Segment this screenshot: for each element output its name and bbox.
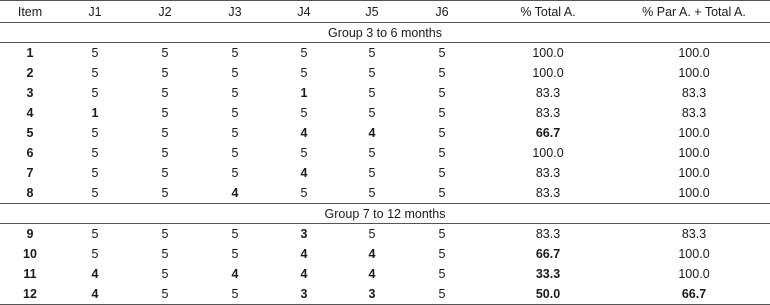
cell-j5: 5 bbox=[368, 106, 376, 120]
cell-j6: 5 bbox=[438, 267, 446, 281]
cell-j6: 5 bbox=[438, 186, 446, 200]
cell-j1: 5 bbox=[91, 186, 99, 200]
cell-item: 12 bbox=[0, 284, 60, 305]
cell-partial-total-agreement: 100.0 bbox=[678, 247, 710, 261]
cell-j1: 4 bbox=[91, 267, 99, 281]
header-j3: J3 bbox=[200, 1, 270, 23]
cell-total-agreement: 83.3 bbox=[535, 166, 561, 180]
cell-j3: 5 bbox=[231, 66, 239, 80]
cell-j4: 5 bbox=[300, 106, 308, 120]
cell-j6: 5 bbox=[438, 46, 446, 60]
cell-j3: 5 bbox=[231, 86, 239, 100]
cell-j3: 5 bbox=[231, 126, 239, 140]
cell-j2: 5 bbox=[161, 186, 169, 200]
cell-j2: 5 bbox=[161, 146, 169, 160]
cell-item: 6 bbox=[26, 146, 34, 160]
cell-partial-total-agreement: 100.0 bbox=[678, 66, 710, 80]
cell-total-agreement: 100.0 bbox=[532, 146, 564, 160]
cell-partial-total-agreement: 83.3 bbox=[681, 227, 707, 241]
table-body bbox=[0, 23, 770, 305]
header-j6: J6 bbox=[406, 1, 478, 23]
table-row bbox=[0, 143, 770, 163]
cell-j3: 4 bbox=[231, 267, 239, 281]
cell-j4: 5 bbox=[300, 66, 308, 80]
cell-j2: 5 bbox=[161, 106, 169, 120]
cell-total-agreement: 100.0 bbox=[532, 46, 564, 60]
table-row bbox=[0, 103, 770, 123]
cell-item: 1 bbox=[26, 46, 34, 60]
cell-j2: 5 bbox=[130, 284, 200, 305]
cell-j5: 4 bbox=[368, 267, 376, 281]
cell-j5: 5 bbox=[368, 227, 376, 241]
group-label: Group 7 to 12 months bbox=[0, 204, 770, 224]
cell-item: 8 bbox=[26, 186, 34, 200]
cell-j5: 5 bbox=[368, 66, 376, 80]
cell-j6: 5 bbox=[438, 106, 446, 120]
cell-j4: 1 bbox=[300, 86, 308, 100]
cell-j2: 5 bbox=[161, 227, 169, 241]
cell-partial-total-agreement: 66.7 bbox=[618, 284, 770, 305]
cell-j2: 5 bbox=[161, 66, 169, 80]
cell-j2: 5 bbox=[161, 86, 169, 100]
cell-partial-total-agreement: 100.0 bbox=[678, 146, 710, 160]
cell-j2: 5 bbox=[161, 166, 169, 180]
cell-j3: 5 bbox=[231, 46, 239, 60]
cell-j5: 5 bbox=[368, 186, 376, 200]
cell-j1: 5 bbox=[91, 46, 99, 60]
cell-partial-total-agreement: 100.0 bbox=[678, 46, 710, 60]
cell-j4: 5 bbox=[300, 46, 308, 60]
cell-j5: 5 bbox=[368, 46, 376, 60]
table-row bbox=[0, 224, 770, 245]
cell-j3: 5 bbox=[231, 106, 239, 120]
cell-j4: 4 bbox=[300, 267, 308, 281]
cell-j5: 3 bbox=[338, 284, 406, 305]
table-row bbox=[0, 123, 770, 143]
header-j5: J5 bbox=[338, 1, 406, 23]
header-item: Item bbox=[0, 1, 60, 23]
cell-total-agreement: 66.7 bbox=[535, 126, 561, 140]
cell-j1: 5 bbox=[91, 166, 99, 180]
cell-item: 2 bbox=[26, 66, 34, 80]
cell-j1: 5 bbox=[91, 146, 99, 160]
cell-partial-total-agreement: 100.0 bbox=[678, 126, 710, 140]
cell-j4: 5 bbox=[300, 146, 308, 160]
cell-j3: 5 bbox=[231, 166, 239, 180]
cell-j2: 5 bbox=[161, 247, 169, 261]
header-j2: J2 bbox=[130, 1, 200, 23]
cell-j3: 4 bbox=[231, 186, 239, 200]
cell-j4: 4 bbox=[300, 247, 308, 261]
header-partial-total-agreement: % Par A. + Total A. bbox=[618, 1, 770, 23]
header-total-agreement: % Total A. bbox=[478, 1, 618, 23]
table-row bbox=[0, 284, 770, 305]
cell-j4: 3 bbox=[300, 227, 308, 241]
cell-j6: 5 bbox=[438, 146, 446, 160]
cell-j1: 5 bbox=[91, 66, 99, 80]
cell-j6: 5 bbox=[438, 166, 446, 180]
cell-total-agreement: 100.0 bbox=[532, 66, 564, 80]
table-row bbox=[0, 43, 770, 64]
cell-item: 11 bbox=[23, 267, 37, 281]
cell-item: 9 bbox=[26, 227, 34, 241]
table-row bbox=[0, 83, 770, 103]
cell-j5: 4 bbox=[368, 247, 376, 261]
cell-j3: 5 bbox=[231, 227, 239, 241]
table-row bbox=[0, 244, 770, 264]
cell-partial-total-agreement: 100.0 bbox=[678, 267, 710, 281]
header-j1: J1 bbox=[60, 1, 130, 23]
cell-j5: 5 bbox=[368, 86, 376, 100]
cell-j1: 4 bbox=[60, 284, 130, 305]
group-header-row bbox=[0, 204, 770, 224]
cell-j6: 5 bbox=[438, 247, 446, 261]
cell-total-agreement: 33.3 bbox=[535, 267, 561, 281]
cell-j6: 5 bbox=[438, 86, 446, 100]
cell-j5: 4 bbox=[368, 126, 376, 140]
cell-item: 10 bbox=[23, 247, 37, 261]
group-label: Group 3 to 6 months bbox=[0, 23, 770, 43]
table-header bbox=[0, 1, 770, 23]
table-row bbox=[0, 264, 770, 284]
cell-j6: 5 bbox=[438, 126, 446, 140]
cell-j6: 5 bbox=[406, 284, 478, 305]
cell-j2: 5 bbox=[161, 126, 169, 140]
header-j4: J4 bbox=[270, 1, 338, 23]
cell-j4: 3 bbox=[270, 284, 338, 305]
cell-j3: 5 bbox=[200, 284, 270, 305]
cell-j1: 5 bbox=[91, 126, 99, 140]
cell-j1: 5 bbox=[91, 247, 99, 261]
cell-total-agreement: 83.3 bbox=[535, 86, 561, 100]
cell-partial-total-agreement: 100.0 bbox=[678, 186, 710, 200]
cell-j2: 5 bbox=[161, 267, 169, 281]
cell-total-agreement: 83.3 bbox=[535, 106, 561, 120]
cell-total-agreement: 50.0 bbox=[478, 284, 618, 305]
table-row bbox=[0, 183, 770, 204]
group-header-row bbox=[0, 23, 770, 43]
cell-partial-total-agreement: 83.3 bbox=[681, 106, 707, 120]
cell-j6: 5 bbox=[438, 66, 446, 80]
cell-j3: 5 bbox=[231, 146, 239, 160]
cell-j4: 4 bbox=[300, 166, 308, 180]
cell-item: 4 bbox=[26, 106, 34, 120]
cell-item: 5 bbox=[26, 126, 34, 140]
cell-j5: 5 bbox=[368, 166, 376, 180]
header-row bbox=[0, 1, 770, 23]
cell-j1: 1 bbox=[91, 106, 99, 120]
cell-item: 7 bbox=[26, 166, 34, 180]
cell-partial-total-agreement: 83.3 bbox=[681, 86, 707, 100]
cell-j4: 5 bbox=[300, 186, 308, 200]
cell-total-agreement: 83.3 bbox=[535, 186, 561, 200]
cell-j3: 5 bbox=[231, 247, 239, 261]
table-row bbox=[0, 63, 770, 83]
cell-j5: 5 bbox=[368, 146, 376, 160]
cell-item: 3 bbox=[26, 86, 34, 100]
table-row bbox=[0, 163, 770, 183]
cell-j1: 5 bbox=[91, 227, 99, 241]
cell-j6: 5 bbox=[438, 227, 446, 241]
cell-partial-total-agreement: 100.0 bbox=[678, 166, 710, 180]
cell-total-agreement: 66.7 bbox=[535, 247, 561, 261]
cell-j1: 5 bbox=[91, 86, 99, 100]
cell-total-agreement: 83.3 bbox=[535, 227, 561, 241]
cell-j2: 5 bbox=[161, 46, 169, 60]
cell-j4: 4 bbox=[300, 126, 308, 140]
